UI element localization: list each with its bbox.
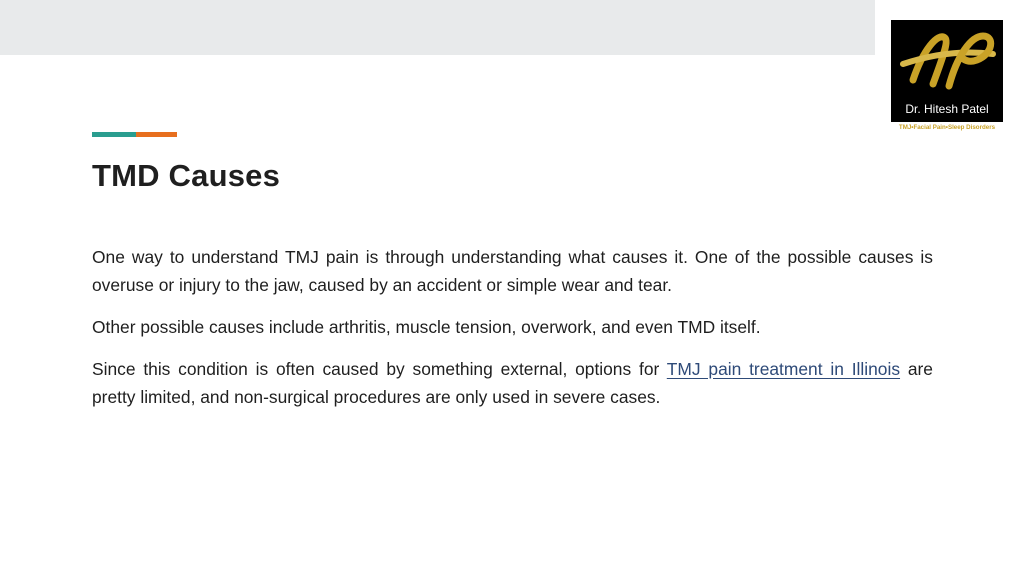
slide-title: TMD Causes [92,158,281,193]
accent-teal-segment [92,132,136,137]
paragraph-causes-intro: One way to understand TMJ pain is through understanding what causes it. One of the possible causes is overuse or injury to the jaw, caused by an accident or simple wear and tear. [92,247,933,295]
logo-graphic [883,20,1011,132]
dr-hitesh-patel-logo [883,20,1011,132]
accent-orange-segment [136,132,177,137]
paragraph-treatment-options [92,355,933,411]
paragraph-treatment-text-end: are pretty limited, and non-surgical procedures are only used in severe cases. [92,359,933,407]
paragraph-treatment-text-start: Since this condition is often caused by something external, options for [92,359,667,379]
logo-name: Dr. Hitesh Patel [905,102,989,116]
top-header-band [0,0,875,55]
tmj-treatment-illinois-link[interactable]: TMJ pain treatment in Illinois [666,359,901,379]
paragraph-other-causes: Other possible causes include arthritis, muscle tension, overwork, and even TMD itself. [92,317,761,337]
logo-tagline: TMJ•Facial Pain•Sleep Disorders [898,124,996,131]
title-accent-bar [92,132,177,137]
slide-body [92,243,933,425]
